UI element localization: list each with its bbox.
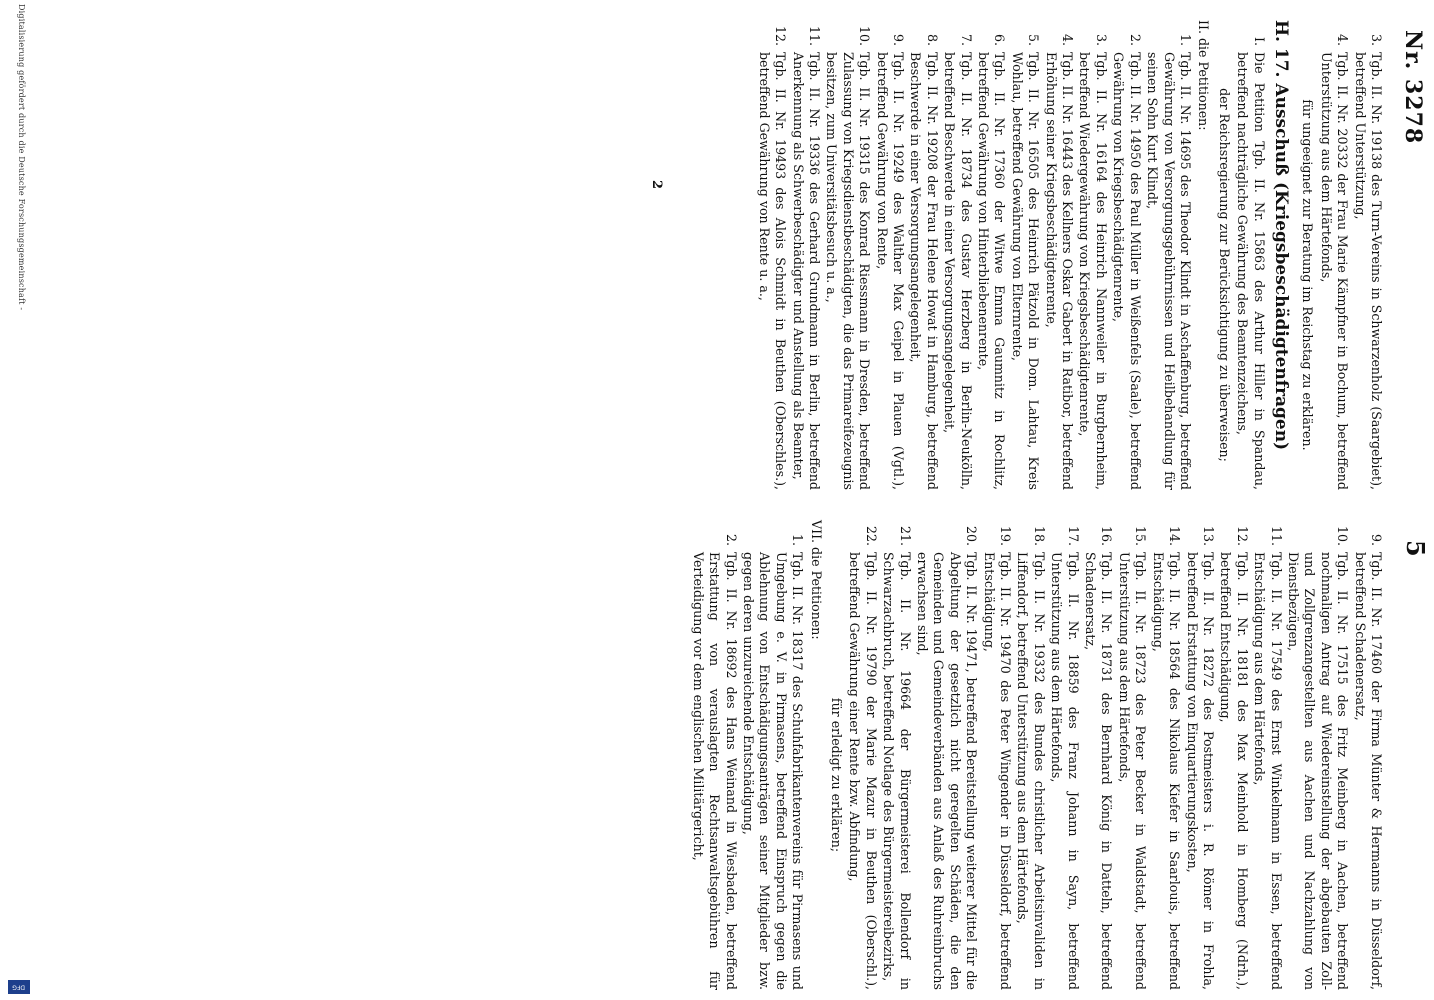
entry-text: Tgb. II. Nr. 19790 der Marie Mazur in Beuthen (Oberschl.), betreffend Gewährung einer Rente bzw. Abfindung, — [847, 552, 879, 990]
footer-mark: 2 — [649, 180, 664, 190]
entry-number: 2. — [723, 533, 739, 546]
dfg-logo-text: DFG — [12, 983, 26, 991]
entry-number: 22. — [863, 525, 879, 546]
entry-number: 9. — [1369, 533, 1384, 546]
entry-number: 20. — [964, 525, 980, 546]
petition-entry — [1183, 520, 1216, 990]
closing-text: für erledigt zu erklären; — [829, 697, 844, 853]
petition-entry — [1217, 520, 1250, 990]
entry-text: Tgb. II. Nr. 18272 des Postmeisters i. R. Römer in Frohla, betreffend Erstattung von Einquartierungskosten, — [1184, 552, 1216, 990]
column-b-entries — [846, 520, 1384, 990]
petition-entry — [1317, 20, 1350, 490]
petition-entry — [1351, 20, 1384, 490]
entry-number: 10. — [1335, 525, 1351, 546]
entry-text: Tgb. II. Nr. 19208 der Frau Helene Howat in Hamburg, betreffend Beschwerde in einer Versorgungsangelegenheit, — [908, 52, 940, 490]
entry-text: Tgb. II. Nr. 19315 des Konrad Riessmann in Dresden, betreffend Zulassung von Kriegsdienstbeschädigten, die das Primareifezeugnis besitzen, zum Universitätsbesuch u. a., — [824, 52, 873, 490]
column-a — [649, 20, 1384, 490]
entry-text: Tgb. II. Nr. 17515 des Fritz Meinberg in Aachen, betreffend nochmaligen Antrag auf Wiedereinstellung der abgebauten Zoll- und Zollgrenzangestellten aus Aachen und Nachzahlung von Dienstbezügen, — [1285, 552, 1351, 990]
entry-text: Tgb. II. Nr. 18731 des Bernhard König in Datteln, betreffend Schadenersatz, — [1083, 552, 1115, 990]
entry-text: Tgb. II. Nr. 18723 des Peter Becker in Waldstadt, betreffend Unterstützung aus dem Härtefonds, — [1116, 552, 1149, 990]
petition-entry — [689, 520, 738, 990]
petition-entry — [1014, 520, 1047, 990]
column-b — [688, 520, 1384, 990]
entry-number: 8. — [924, 33, 940, 46]
petition-entry — [941, 20, 974, 490]
entry-number: 5. — [1026, 33, 1042, 46]
entry-text: Tgb. II. Nr. 14695 des Theodor Klindt in Aschaffenburg, betreffend Gewährung von Versorgungsgebührnissen und Heilbehandlung für seinen Sohn Kurt Klindt, — [1145, 52, 1193, 490]
entry-text: Tgb. II. Nr. 19470 des Peter Wingender in Düsseldorf, betreffend Entschädigung, — [981, 552, 1014, 990]
roman-heading: II. die Petitionen: — [1196, 20, 1212, 131]
entry-number: 1. — [790, 533, 806, 546]
entry-text: Tgb. II. Nr. 19493 des Alois Schmidt in Beuthen (Oberschles.), betreffend Gewährung von Rente u. a., — [756, 52, 789, 490]
entry-number: 15. — [1133, 525, 1149, 546]
petition-entry — [975, 20, 1008, 490]
petition-entry — [907, 20, 940, 490]
entry-text: Tgb. II. Nr. 19332 des Bundes christlicher Arbeitsinvaliden in Liffendorf, betreffend Unterstützung aus dem Härtefonds, — [1015, 552, 1047, 990]
petition-entry — [789, 20, 822, 490]
page-number: 5 — [1401, 540, 1430, 557]
petition-entry — [1048, 520, 1081, 990]
roman-heading: VII. die Petitionen: — [808, 520, 824, 640]
petition-entry — [1110, 20, 1143, 490]
entry-text: Tgb. II. Nr. 18317 des Schuhfabrikantenvereins für Pirmasens und Umgebung e. V. in Pirmasens, betreffend Einspruch gegen die Ablehnung von Entschädigungsanträgen seiner Mitglieder bzw. gegen deren unzureichende Entschädigung, — [740, 552, 806, 990]
entry-number: 6. — [992, 33, 1008, 46]
petition-entry — [1351, 520, 1384, 990]
petition-entry — [1076, 20, 1109, 490]
petition-entry — [1285, 520, 1351, 990]
entry-text: Tgb. II. Nr. 16164 des Heinrich Nannweiler in Burgbernheim, betreffend Wiedergewährung von Kriegsbeschädigtenrente, — [1077, 52, 1109, 490]
petition-entry — [1149, 520, 1182, 990]
entry-number: 19. — [998, 525, 1014, 546]
entry-text: Tgb. II. Nr. 17549 des Ernst Winkelmann in Essen, betreffend Entschädigung aus dem Härtefonds, — [1252, 552, 1284, 990]
entry-text: Tgb. II. Nr. 17460 der Firma Münter & Hermanns in Düsseldorf, betreffend Schadenersatz, — [1352, 552, 1384, 990]
entry-number: 7. — [958, 33, 974, 46]
petition-entry — [846, 520, 879, 990]
entry-number: 2. — [1127, 33, 1143, 46]
entry-text: Tgb. II. Nr. 18692 des Hans Weinand in Wiesbaden, betreffend Erstattung von verauslagten Rechtsanwaltsgebühren für Verteidigung vor dem englischen Militärgericht, — [690, 552, 739, 990]
entry-text: Tgb. II. Nr. 18734 des Gustav Herzberg in Berlin-Neukölln, betreffend Beschwerde in einer Versorgungsangelegenheit, — [942, 52, 974, 490]
entry-text: Tgb. II. Nr. 14950 des Paul Müller in Weißenfels (Saale), betreffend Gewährung von Kriegsbeschädigtenrente, — [1111, 52, 1143, 490]
document-number: Nr. 3278 — [1400, 30, 1426, 145]
entry-number: 1. — [1177, 33, 1193, 46]
roman-entry — [1234, 20, 1267, 490]
entry-text: Tgb. II. Nr. 16505 des Heinrich Pätzold in Dom. Lahtau, Kreis Wohlau, betreffend Gewährung von Elternrente, — [1009, 52, 1042, 490]
entry-text: Tgb. II. Nr. 18859 des Franz Johann in Sayn, betreffend Unterstützung aus dem Härtefonds, — [1049, 552, 1081, 990]
entry-text: Tgb. II. Nr. 20332 der Frau Marie Kämpfner in Bochum, betreffend Unterstützung aus dem Härtefonds, — [1318, 52, 1351, 490]
entry-number: 14. — [1167, 525, 1183, 546]
entry-text: Tgb. II. Nr. 19249 des Walther Max Geipel in Plauen (Vgtl.), betreffend Gewährung von Rente, — [874, 52, 907, 490]
entry-number: 12. — [773, 25, 789, 46]
column-a-entries — [1317, 20, 1384, 490]
entry-text: Tgb. II. Nr. 16443 des Kellners Oskar Gabert in Ratibor, betreffend Erhöhung seiner Kriegsbeschädigtenrente, — [1043, 52, 1076, 490]
entry-number: 17. — [1065, 525, 1081, 546]
petition-entry — [1116, 520, 1149, 990]
entry-number: 11. — [807, 25, 822, 46]
petition-entry — [823, 20, 872, 490]
dfg-logo — [8, 980, 30, 994]
entry-number: 16. — [1099, 525, 1115, 546]
entry-number: 12. — [1234, 525, 1250, 546]
entry-text: Tgb. II. Nr. 18181 des Max Meinhold in Homberg (Ndrh.), betreffend Entschädigung, — [1218, 552, 1250, 990]
petition-entry — [1144, 20, 1193, 490]
petition-entry — [914, 520, 980, 990]
entry-number: 21. — [897, 525, 913, 546]
entry-text: Tgb. II. Nr. 19138 des Turn-Vereins in Schwarzenholz (Saargebiet), betreffend Unterstützung, — [1352, 52, 1384, 490]
petition-entry — [873, 20, 906, 490]
entry-number: 13. — [1200, 525, 1216, 546]
petition-entry — [1042, 20, 1075, 490]
petition-entry — [755, 20, 788, 490]
petition-entry — [880, 520, 913, 990]
closing-text: der Reichsregierung zur Berücksichtigung zu überweisen; — [1216, 88, 1232, 462]
entry-number: 9. — [891, 33, 907, 46]
entry-number: 3. — [1369, 33, 1384, 46]
column-b-petitions — [689, 520, 805, 990]
petition-entry — [740, 520, 806, 990]
entry-number: 4. — [1335, 33, 1351, 46]
petition-entry — [1082, 520, 1115, 990]
entry-number: 4. — [1060, 33, 1076, 46]
entry-text: Tgb. II. Nr. 19336 des Gerhard Grundmann in Berlin, betreffend Anerkennung als Schwerbeschädigter und Anstellung als Beamter, — [790, 52, 822, 490]
section-heading: H. 17. Ausschuß (Kriegsbeschädigtenfragen) — [1270, 20, 1291, 451]
entry-text: Tgb. II. Nr. 19664 der Bürgermeisterei Bollendorf in Schwarzachbruch, betreffend Notlage des Bürgermeistereibezirks, — [881, 552, 913, 990]
closing-text: für ungeeignet zur Beratung im Reichstag zu erklären. — [1300, 99, 1316, 451]
column-a-petitions — [755, 20, 1193, 490]
entry-number: 10. — [857, 25, 873, 46]
digitization-note: Digitalisierung gefördert durch die Deutsche Forschungsgemeinschaft - — [17, 4, 26, 311]
entry-number: 11. — [1268, 525, 1284, 546]
roman-numeral: I. — [1251, 37, 1267, 46]
petition-text: Die Petition Tgb. II. Nr. 15863 des Arthur Hiller in Spandau, betreffend nachträgliche Gewährung des Beamtenzeichens, — [1235, 52, 1267, 490]
entry-text: Tgb. II. Nr. 18564 des Nikolaus Kiefer in Saarlouis, betreffend Entschädigung, — [1150, 552, 1183, 990]
entry-text: Tgb. II. Nr. 19471, betreffend Bereitstellung weiterer Mittel für die Abgeltung der gesetzlich nicht geregelten Schäden, die den Gemeinden und Gemeindeverbänden aus Anlaß des Ruhreinbruchs erwachsen sind, — [915, 552, 980, 990]
entry-number: 18. — [1031, 525, 1047, 546]
petition-entry — [980, 520, 1013, 990]
entry-text: Tgb. II. Nr. 17360 der Witwe Emma Gaumnitz in Rochlitz, betreffend Gewährung von Hinterbliebenenrente, — [976, 52, 1008, 490]
petition-entry — [1251, 520, 1284, 990]
petition-entry — [1008, 20, 1041, 490]
entry-number: 3. — [1093, 33, 1109, 46]
